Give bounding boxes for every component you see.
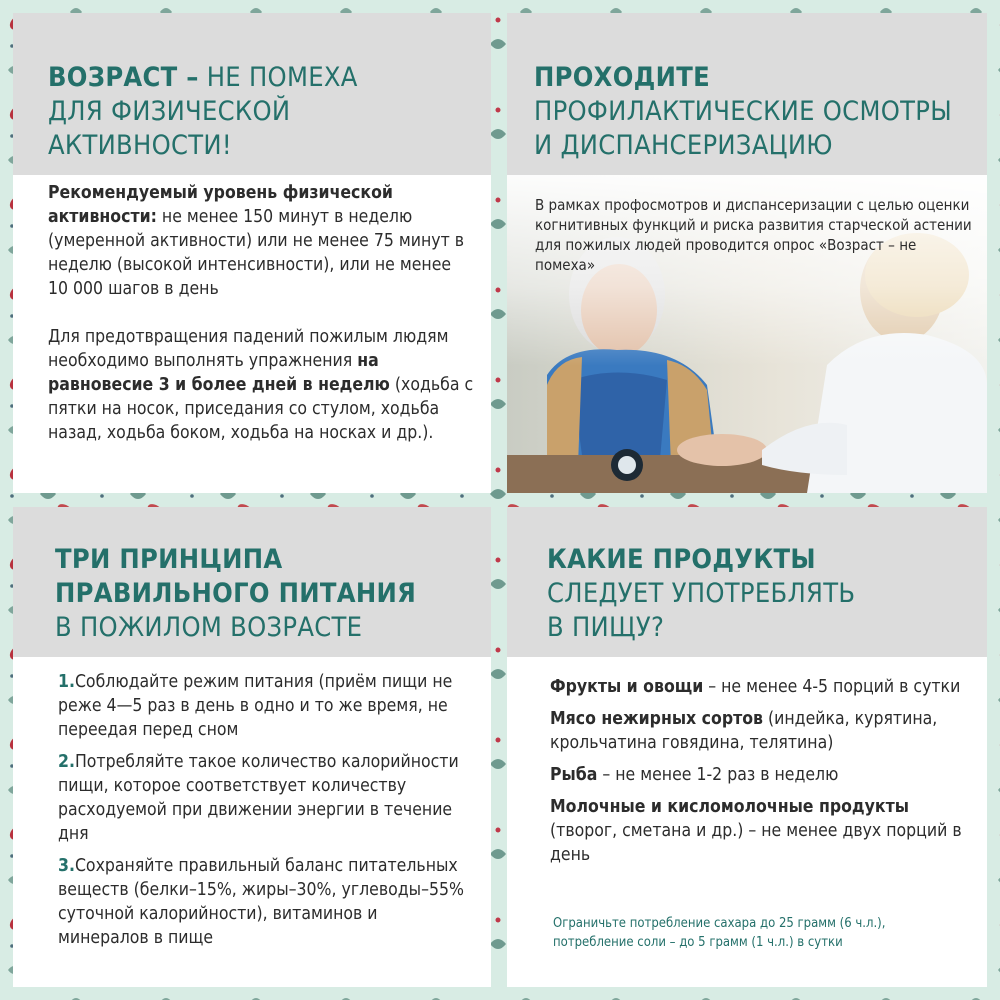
panel-title — [547, 543, 855, 645]
title-line: НЕ ПОМЕХА — [206, 62, 358, 93]
panel-nutrition-principles — [13, 507, 491, 987]
item-text: – не менее 4-5 порций в сутки — [703, 677, 961, 697]
bold-text: Мясо нежирных сортов — [550, 709, 764, 729]
title-line: В ПИЩУ? — [547, 612, 665, 643]
title-line: ТРИ ПРИНЦИПА — [55, 544, 283, 575]
title-line: ДЛЯ ФИЗИЧЕСКОЙ — [48, 96, 291, 127]
panel-header — [13, 13, 491, 175]
panel-checkups — [507, 13, 987, 493]
title-line: ПРАВИЛЬНОГО ПИТАНИЯ — [55, 578, 417, 609]
photo-caption: В рамках профосмотров и диспансеризации с целью оценки когнитивных функций и риска развития старческой астении для пожилых людей проводится опрос «Возраст – не помеха» — [535, 196, 972, 274]
item-number: 3. — [58, 856, 75, 876]
body-text: не менее 150 минут в неделю (умеренной активности) или не менее 75 минут в неделю (высокой интенсивности), или не менее 10 000 шагов в день — [48, 207, 465, 299]
fall-prevention-paragraph — [48, 325, 476, 445]
item-number: 2. — [58, 752, 75, 772]
bold-text: Рыба — [550, 765, 598, 785]
bold-text: на равновесие 3 и более дней в неделю — [48, 351, 390, 395]
item-text: Сохраняйте правильный баланс питательных веществ (белки–15%, жиры–30%, углеводы–55% суточной калорийности), витаминов и минералов в пище — [58, 856, 464, 948]
panel-physical-activity — [13, 13, 491, 493]
item-text: Соблюдайте режим питания (приём пищи не реже 4—5 раз в день в одно и то же время, не переедая перед сном — [58, 672, 453, 740]
title-line: И ДИСПАНСЕРИЗАЦИЮ — [534, 130, 833, 161]
list-item — [58, 854, 473, 950]
panel-body — [48, 181, 476, 445]
panel-recommended-foods — [507, 507, 987, 987]
item-text: – не менее 1-2 раз в неделю — [597, 765, 839, 785]
sugar-salt-note: Ограничьте потребление сахара до 25 грамм (6 ч.л.), потребление соли – до 5 грамм (1 ч.л.) в сутки — [553, 916, 886, 950]
foods-list — [550, 675, 965, 875]
title-line: ПРОФИЛАКТИЧЕСКИЕ ОСМОТРЫ — [534, 96, 952, 127]
panel-title — [55, 543, 416, 645]
recommendation-paragraph — [48, 181, 476, 301]
bold-text: Фрукты и овощи — [550, 677, 704, 697]
title-line: В ПОЖИЛОМ ВОЗРАСТЕ — [55, 612, 363, 643]
panel-header — [13, 507, 491, 657]
title-line: АКТИВНОСТИ! — [48, 130, 232, 161]
item-text: Потребляйте такое количество калорийности пищи, которое соответствует количеству расходуемой при движении энергии в течение дня — [58, 752, 459, 844]
panel-header — [507, 13, 987, 175]
list-item — [550, 675, 965, 699]
panel-header — [507, 507, 987, 657]
list-item — [58, 670, 473, 742]
title-line: ПРОХОДИТЕ — [534, 62, 710, 93]
panel-title — [534, 61, 952, 163]
item-number: 1. — [58, 672, 75, 692]
panel-title — [48, 61, 358, 163]
bold-text: Молочные и кисломолочные продукты — [550, 797, 909, 817]
title-line: СЛЕДУЕТ УПОТРЕБЛЯТЬ — [547, 578, 856, 609]
principles-list — [58, 670, 473, 958]
list-item — [550, 763, 965, 787]
item-text: (индейка, курятина, крольчатина говядина, телятина) — [550, 709, 938, 753]
body-text: Для предотвращения падений пожилым людям необходимо выполнять упражнения — [48, 327, 449, 371]
title-line: КАКИЕ ПРОДУКТЫ — [547, 544, 816, 575]
item-text: (творог, сметана и др.) – не менее двух порций в день — [550, 821, 962, 865]
list-item — [58, 750, 473, 846]
bold-text: Рекомендуемый уровень физической активности: — [48, 183, 393, 227]
body-text: (ходьба с пятки на носок, приседания со стулом, ходьба назад, ходьба боком, ходьба на носках и др.). — [48, 375, 474, 443]
list-item — [550, 795, 965, 867]
list-item — [550, 707, 965, 755]
title-line: ВОЗРАСТ – — [48, 62, 199, 93]
